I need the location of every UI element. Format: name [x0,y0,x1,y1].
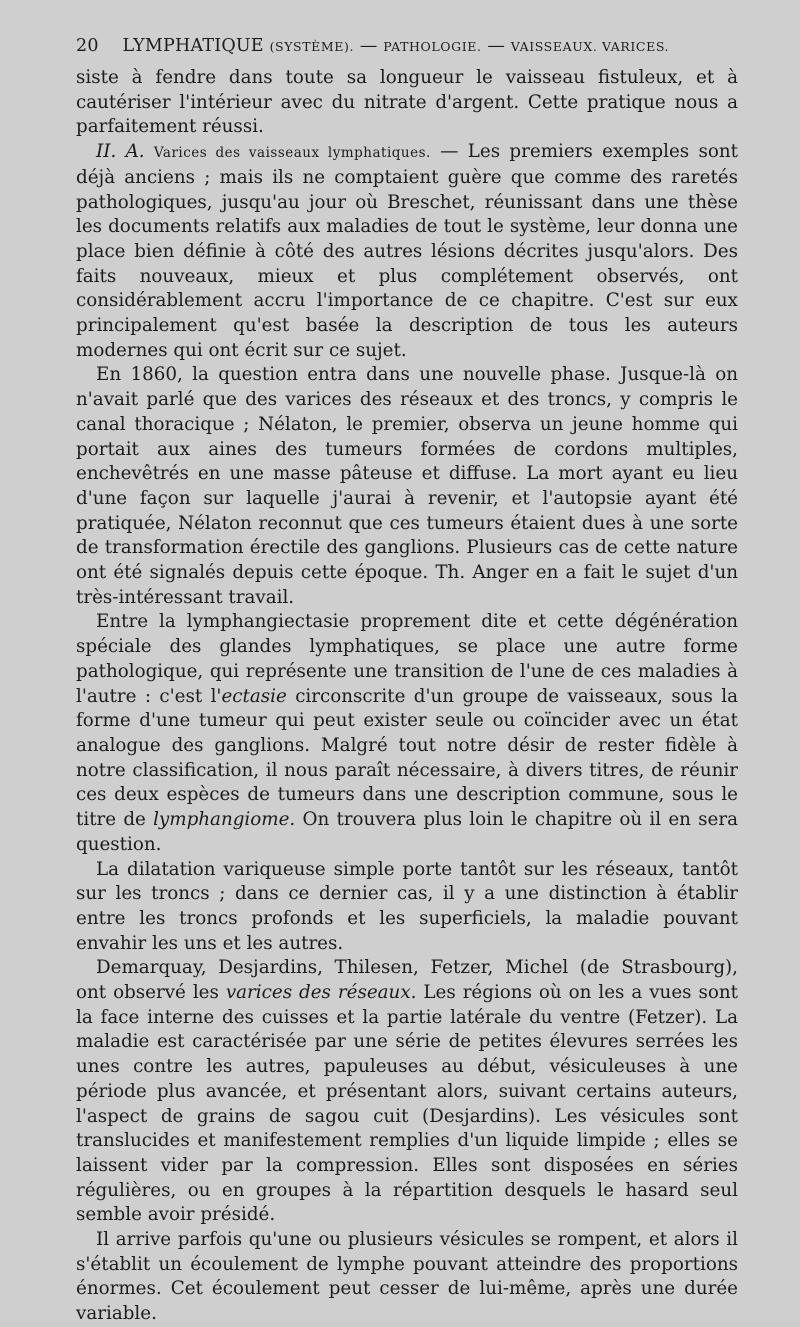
paragraph-5: La dilatation variqueuse simple porte tantôt sur les réseaux, tantôt sur les troncs ; dans ce dernier cas, il y a une distinction à établir entre les troncs profonds et les superficiels, la maladie pouvant envahir les uns et les autres. [76,858,738,954]
paragraph-6-part-a: Demarquay, Desjardins, Thilesen, Fetzer, Michel (de Strasbourg), ont observé les [76,957,738,1004]
paragraph-2-body: Les premiers exemples sont déjà anciens ; mais ils ne comptaient guère que comme des raretés pathologiques, jusqu'au jour où Breschet, réunissant dans une thèse les documents relatifs aux maladies de tout le système, leur donna une place bien définie à côté des autres lésions décrites jusqu'alors. Des faits nouveaux, mieux et plus complétement observés, ont considérablement accru l'importance de ce chapitre. C'est sur eux principalement qu'est basée la description de tous les auteurs modernes qui ont écrit sur ce sujet. [76,141,738,361]
paragraph-4-part-c: On trouvera plus loin le chapitre où il en sera question. [76,809,738,855]
section-label: II. A. [96,141,145,163]
term-ectasie: ectasie [221,685,287,707]
term-lymphangiome: lymphangiome. [153,809,296,831]
body-text [76,66,738,1327]
paragraph-3: En 1860, la question entra dans une nouvelle phase. Jusque-là on n'avait parlé que des varices des réseaux et des troncs, y compris le canal thoracique ; Nélaton, le premier, observa un jeune homme qui portait aux aines des tumeurs formées de cordons multiples, enchevêtrés en une masse pâteuse et diffuse. La mort ayant eu lieu d'une façon sur laquelle j'aurai à revenir, et l'autopsie ayant été pratiquée, Nélaton reconnut que ces tumeurs étaient dues à une sorte de transformation érectile des ganglions. Plusieurs cas de cette nature ont été signalés depuis cette époque. Th. Anger en a fait le sujet d'un très-intéressant travail. [76,364,738,608]
term-varices-des-reseaux: varices des réseaux. [225,982,417,1004]
page-number: 20 [76,36,99,56]
header-dash-2: — [487,36,506,56]
header-section: PATHOLOGIE. [383,39,482,54]
section-dash: — [440,141,459,163]
paragraph-2 [76,140,738,363]
paragraph-6-part-b: Les régions où on les a vues sont la face interne des cuisses et la partie latérale du ventre (Fetzer). La maladie est caractérisée par une série de petites élevures serrées les unes contre les autres, papuleuses au début, vésiculeuses à une période plus avancée, et présentant alors, suivant certains auteurs, l'aspect de grains de sagou cuit (Desjardins). Les vésicules sont translucides et manifestement remplies d'un liquide limpide ; elles se laissent vider par la compression. Elles sont disposées en séries régulières, ou en groupes à la répartition desquels le hasard seul semble avoir présidé. [76,982,738,1226]
section-heading: Varices des vaisseaux lymphatiques. [153,145,431,162]
paragraph-7: Il arrive parfois qu'une ou plusieurs vésicules se rompent, et alors il s'établit un écoulement de lymphe pouvant atteindre des proportions énormes. Cet écoulement peut cesser de lui-même, après une durée variable. [76,1229,738,1325]
paragraph-4-part-a: Entre la lymphangiectasie proprement dite et cette dégénération spéciale des glandes lymphatiques, se place une autre forme pathologique, qui représente une transition de l'une de ces maladies à l'autre : c'est l' [76,611,738,707]
header-subtitle: (SYSTÈME). [269,39,355,54]
running-header [76,36,736,56]
header-dash-1: — [359,36,378,56]
paragraph-4-part-b: circonscrite d'un groupe de vaisseaux, sous la forme d'une tumeur qui peut exister seule ou coïncider avec un état analogue des ganglions. Malgré tout notre désir de rester fidèle à notre classification, il nous paraît nécessaire, à divers titres, de réunir ces deux espèces de tumeurs dans une description commune, sous le titre de [76,685,738,831]
paragraph-6 [76,956,738,1228]
header-subsection: VAISSEAUX. VARICES. [510,39,670,54]
header-title: LYMPHATIQUE [122,36,264,56]
paragraph-1: siste à fendre dans toute sa longueur le vaisseau fistuleux, et à cautériser l'intérieur avec du nitrate d'argent. Cette pratique nous a parfaitement réussi. [76,67,738,138]
paragraph-4 [76,610,738,857]
